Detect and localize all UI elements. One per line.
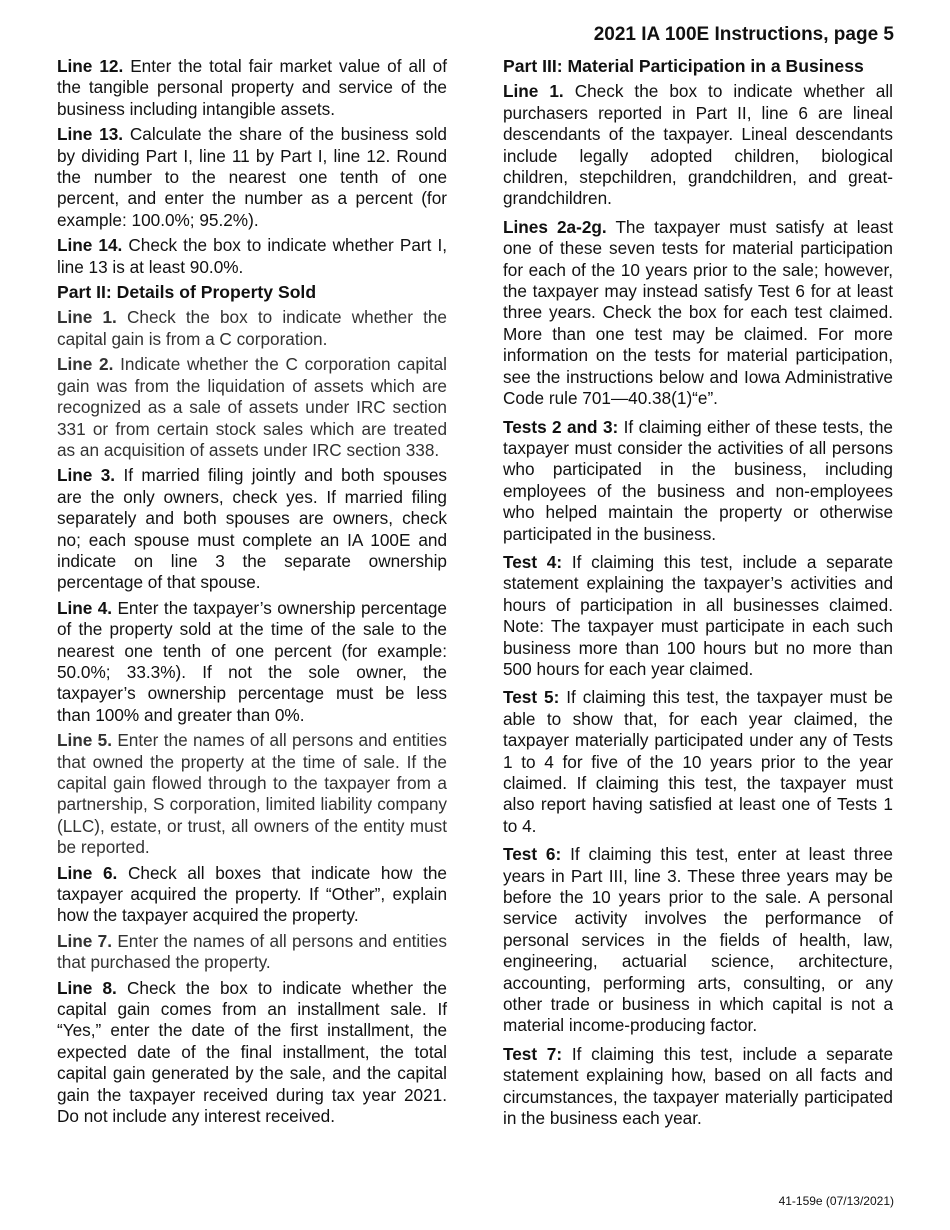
part2-line-5-text: Enter the names of all persons and entities that owned the property at the time of sale. If the capital gain flowed through to the taxpayer from a partnership, S corporation, limited liability company (LLC), estate, or trust, all owners of the entity must be reported.: [57, 730, 447, 858]
part2-line-7-paragraph: [57, 931, 447, 974]
part2-line-4-label: Line 4.: [57, 597, 113, 618]
part2-line-1-paragraph: [57, 307, 447, 350]
part3-line-1-text: Check the box to indicate whether all purchasers reported in Part II, line 6 are lineal descendants of the taxpayer. Lineal descendants include legally adopted children, biological children, stepchildren, grandchildren, and great-grandchildren.: [503, 81, 893, 209]
lines-2a-2g-label: Lines 2a-2g.: [503, 216, 607, 237]
line-12-text: Enter the total fair market value of all of the tangible personal property and service of the business including intangible assets.: [57, 56, 447, 119]
tests-2-3-paragraph: [503, 417, 893, 545]
line-12-label: Line 12.: [57, 56, 124, 76]
part2-line-5-paragraph: [57, 730, 447, 858]
part2-line-1-label: Line 1.: [57, 307, 117, 328]
tests-2-3-label: Tests 2 and 3:: [503, 416, 619, 437]
part2-line-8-paragraph: [57, 978, 447, 1128]
line-14-text: Check the box to indicate whether Part I, line 13 is at least 90.0%.: [57, 235, 447, 277]
test-7-label: Test 7:: [503, 1043, 563, 1064]
line-12-paragraph: [57, 56, 447, 120]
test-5-text: If claiming this test, the taxpayer must be able to show that, for each year claimed, the taxpayer materially participated under any of Tests 1 to 4 for five of the 10 years prior to the year claimed. If claiming this test, the taxpayer must also report having satisfied at least one of Tests 1 to 4.: [503, 687, 893, 836]
part2-line-4-text: Enter the taxpayer’s ownership percentage of the property sold at the time of the sale to the nearest one tenth of one percent (for example: 50.0%; 33.3%). If not the sole owner, the taxpayer’s ownership percentage must be less than 100% and greater than 0%.: [57, 597, 447, 725]
part2-line-2-text: Indicate whether the C corporation capital gain was from the liquidation of assets which are recognized as a sale of assets under IRC section 331 or from certain stock sales which are treated as an acquisition of assets under IRC section 338.: [57, 354, 447, 460]
form-code-footer: 41-159e (07/13/2021): [778, 1194, 894, 1208]
tests-2-3-text: If claiming either of these tests, the taxpayer must consider the activities of all persons who participated in the business, including employees of the business and non-employees who helped maintain the property or otherwise participated in the business.: [503, 416, 893, 544]
part2-line-2-paragraph: [57, 354, 447, 461]
test-4-label: Test 4:: [503, 551, 563, 572]
test-4-text: If claiming this test, include a separate statement explaining the taxpayer’s activities and hours of participation in all businesses claimed. Note: The taxpayer must participate in each such business more than 100 hours but no more than 500 hours for each year claimed.: [503, 551, 894, 679]
part2-line-7-text: Enter the names of all persons and entities that purchased the property.: [57, 930, 447, 973]
test-6-label: Test 6:: [503, 844, 562, 865]
test-7-paragraph: [503, 1044, 893, 1130]
test-6-paragraph: [503, 844, 893, 1037]
line-14-label: Line 14.: [57, 235, 123, 256]
lines-2a-2g-text: The taxpayer must satisfy at least one of these seven tests for material participation for each of the 10 years prior to the sale; however, the taxpayer may instead satisfy Test 6 for at least three years. Check the box for each test claimed. More than one test may be claimed. For more information on the tests for material participation, see the instructions below and Iowa Administrative Code rule 701—40.38(1)“e”.: [503, 216, 893, 409]
line-13-text: Calculate the share of the business sold by dividing Part I, line 11 by Part I, line 12. Round the number to the nearest one tenth of one percent, and enter the number as a percent (for example: 100.0%; 95.2%).: [57, 124, 447, 230]
line-13-label: Line 13.: [57, 124, 124, 145]
page-header-title: 2021 IA 100E Instructions, page 5: [593, 24, 894, 45]
part2-line-3-paragraph: [57, 465, 447, 593]
part2-line-3-label: Line 3.: [57, 465, 116, 486]
part3-line-1-paragraph: [503, 81, 893, 209]
left-column: [57, 56, 447, 1132]
part2-line-7-label: Line 7.: [57, 930, 112, 951]
test-4-paragraph: [503, 552, 893, 680]
part-2-heading: Part II: Details of Property Sold: [57, 282, 317, 303]
test-7-text: If claiming this test, include a separate statement explaining how, based on all facts and circumstances, the taxpayer materially participated in the business each year.: [503, 1043, 894, 1129]
part-3-heading: Part III: Material Participation in a Business: [503, 56, 864, 76]
part2-line-4-paragraph: [57, 598, 447, 726]
part2-line-5-label: Line 5.: [57, 730, 112, 751]
part2-line-6-paragraph: [57, 863, 447, 927]
part2-line-6-text: Check all boxes that indicate how the taxpayer acquired the property. If “Other”, explain how the taxpayer acquired the property.: [57, 862, 447, 926]
part2-line-3-text: If married filing jointly and both spouses are the only owners, check yes. If married filing separately and both spouses are owners, check no; each spouse must complete an IA 100E and indicate on line 3 the separate ownership percentage of that spouse.: [57, 465, 447, 593]
part3-line-1-label: Line 1.: [503, 81, 564, 102]
part2-line-2-label: Line 2.: [57, 354, 114, 375]
lines-2a-2g-paragraph: [503, 217, 893, 410]
part2-line-6-label: Line 6.: [57, 862, 118, 883]
line-14-paragraph: [57, 235, 447, 278]
right-column: [503, 56, 893, 1137]
test-5-label: Test 5:: [503, 687, 560, 708]
part2-line-1-text: Check the box to indicate whether the capital gain is from a C corporation.: [57, 307, 447, 349]
line-13-paragraph: [57, 124, 447, 231]
part2-line-8-label: Line 8.: [57, 977, 117, 998]
test-5-paragraph: [503, 687, 893, 837]
test-6-text: If claiming this test, enter at least three years in Part III, line 3. These three years may be before the 10 years prior to the sale. A personal service activity involves the performance of personal services in the fields of health, law, engineering, actuarial science, architecture, accounting, performing arts, consulting, or any other trade or business in which capital is not a material income-producing factor.: [503, 844, 893, 1036]
part2-line-8-text: Check the box to indicate whether the capital gain comes from an installment sale. If “Yes,” enter the date of the first installment, the expected date of the final installment, the total capital gain generated by the sale, and the capital gain the taxpayer received during tax year 2021. Do not include any interest received.: [57, 977, 447, 1127]
